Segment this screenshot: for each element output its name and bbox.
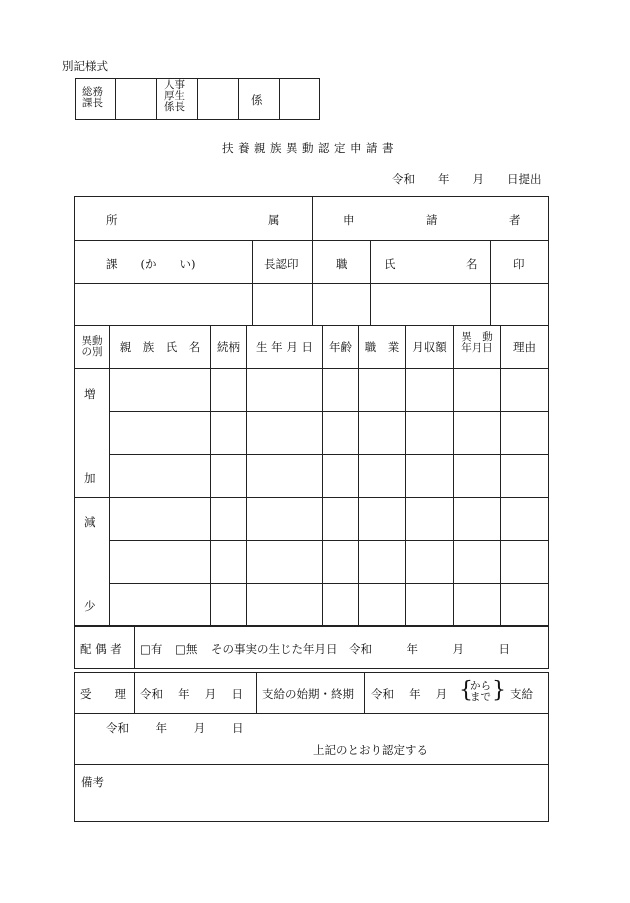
juri-date: 令和 年 月 日 (140, 687, 243, 701)
brace-left-icon: { (459, 678, 473, 703)
col-shimei: 親 族 氏 名 (119, 340, 201, 354)
submission-date: 令和 年 月 日提出 (392, 172, 542, 186)
header-mei: 名 (466, 257, 478, 271)
kara-text: から (470, 680, 491, 692)
col-zokugara: 続柄 (217, 340, 240, 354)
col-idou-ymd-top: 異 動 (461, 331, 493, 343)
col-idou-betsu: 異動 の別 (81, 335, 103, 358)
header-sha: 者 (509, 213, 521, 227)
header-sho: 所 (106, 213, 118, 227)
spouse-nashi-checkbox[interactable]: □無 (175, 642, 198, 656)
decrease-top: 減 (84, 515, 96, 529)
approval-label-jinji: 人事 厚生 係長 (164, 79, 185, 113)
increase-top: 増 (84, 387, 96, 401)
col-idou-ymd (454, 332, 500, 354)
form-title: 扶養親族異動認定申請書 (222, 141, 398, 155)
header-zoku: 属 (268, 213, 280, 227)
remarks-label: 備考 (81, 775, 104, 789)
col-shokugyo: 職 業 (364, 340, 400, 354)
kara-made (470, 681, 491, 703)
col-riyu: 理由 (513, 340, 536, 354)
juri-period-label: 支給の始期・終期 (262, 687, 354, 701)
increase-bottom: 加 (84, 471, 96, 485)
col-seinengappi: 生 年 月 日 (256, 340, 313, 354)
spouse-ari-checkbox[interactable]: □有 (140, 642, 163, 656)
approval-label-somu: 総務 課長 (82, 86, 103, 109)
made-text: まで (470, 691, 491, 703)
header-shi: 氏 (384, 257, 396, 271)
col-nenrei: 年齢 (329, 340, 352, 354)
header-sei: 請 (426, 213, 438, 227)
brace-right-icon: } (492, 678, 506, 703)
col-gesshu: 月収額 (412, 340, 447, 354)
header-shin: 申 (343, 213, 355, 227)
approval-text: 上記のとおり認定する (313, 743, 428, 757)
header-chounin: 長認印 (264, 257, 299, 271)
approval-date: 令和 年 月 日 (106, 721, 244, 735)
form-label: 別記様式 (62, 59, 108, 73)
spouse-date-text: その事実の生じた年月日 令和 年 月 日 (211, 642, 510, 656)
approval-label-kakari: 係 (251, 93, 263, 107)
juri-period-date: 令和 年 月 (371, 687, 448, 701)
col-idou-ymd-bottom: 年月日 (461, 342, 493, 354)
decrease-bottom: 少 (84, 599, 96, 613)
spouse-label: 配 偶 者 (80, 642, 122, 656)
shikyu-text: 支給 (510, 687, 533, 701)
juri-label: 受 理 (80, 687, 126, 701)
header-in: 印 (513, 257, 525, 271)
header-ka: 課 (か い) (106, 257, 196, 271)
header-shoku: 職 (336, 257, 348, 271)
